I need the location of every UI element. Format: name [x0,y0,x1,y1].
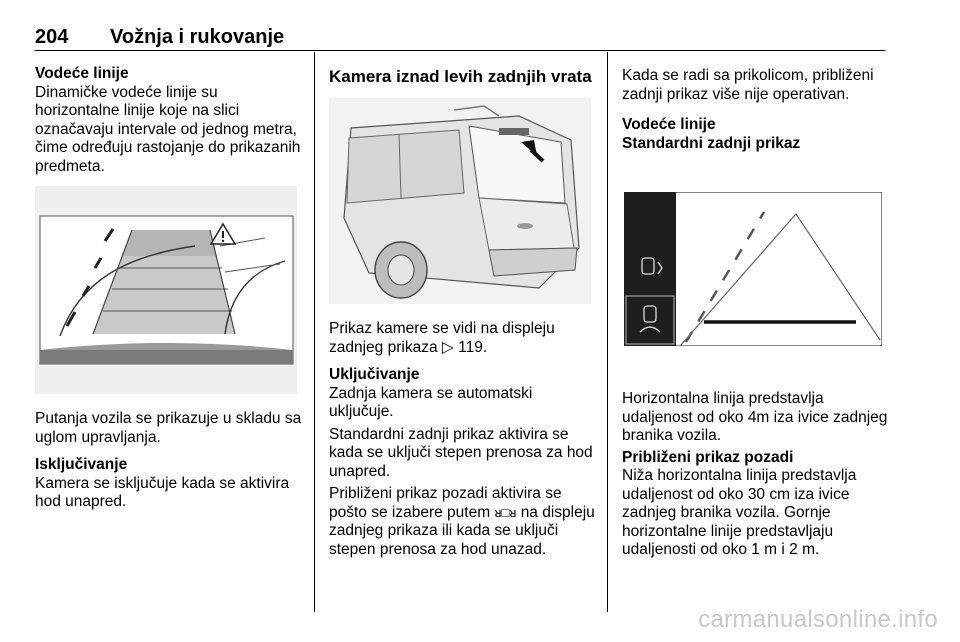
paragraph-switch-off: Kamera se isključuje kada se aktivira hod unapred. [35,474,290,510]
paragraph-display: Prikaz kamere se vidi na displeju zadnjeg prikaza ▷ 119. [329,320,555,356]
column-2 [329,67,599,87]
column-divider-2 [607,52,608,612]
guide-lines-illustration [35,186,297,394]
van-rear-illustration [329,98,591,304]
paragraph-zoom-lines: Niža horizontalna linija predstavlja udaljenost od oko 30 cm iza ivice zadnjeg branika vozila. Gornje horizontalne linije predstavljaju udaljenosti od oko 1 m i 2 m. [622,467,857,558]
heading-guide-lines: Vodeće linije [35,65,129,82]
paragraph-auto-on: Zadnja kamera se automatski uključuje. [329,384,533,420]
heading-camera-location: Kamera iznad levih zadnjih vrata [329,67,592,86]
page-title: Vožnja i rukovanje [110,26,285,48]
page-reference-arrow-icon: ▷ [441,338,454,356]
heading-switch-on: Uključivanje [329,366,420,383]
standard-rear-view-illustration [624,192,882,346]
paragraph-zoom-view: Približeni prikaz pozadi aktivira se pošto se izabere putem ᴚ□ᴚ na displeju zadnjeg prikaza ili kada se uključi stepen prenosa za hod unazad. [329,485,595,558]
heading-switch-off: Isključivanje [35,456,128,473]
zoom-view-icon: ᴚ□ᴚ [494,504,517,520]
page-reference[interactable]: 119. [458,338,488,356]
heading-standard-rear-view: Standardni zadnji prikaz [622,134,801,152]
heading-zoom-rear-view: Približeni prikaz pozadi [622,448,794,466]
column-2-lower [329,320,599,568]
column-3 [622,67,892,153]
column-1 [35,65,305,185]
paragraph-trajectory: Putanja vozila se prikazuje u skladu sa uglom upravljanja. [35,410,302,446]
column-1-lower [35,410,305,521]
paragraph-standard-line: Horizontalna linija predstavlja udaljenost od oko 4m iza ivice zadnjeg branika vozila. [622,390,888,444]
paragraph-guide-lines: Dinamičke vodeće linije su horizontalne linije koje na slici označavaju intervale od jednog metra, čime određuju rastojanje do prikazanih predmeta. [35,83,301,175]
watermark-logo: carmanualsonline.info [698,606,938,633]
column-divider-1 [314,52,315,612]
header-rule [35,50,885,51]
page-number: 204 [35,26,69,48]
paragraph-trailer: Kada se radi sa prikolicom, približeni zadnji prikaz više nije operativan. [622,67,874,103]
heading-guide-lines-2: Vodeće linije [622,116,716,133]
column-3-lower [622,390,892,569]
paragraph-standard-view: Standardni zadnji prikaz aktivira se kada se uključi stepen prenosa za hod unapred. [329,425,593,480]
